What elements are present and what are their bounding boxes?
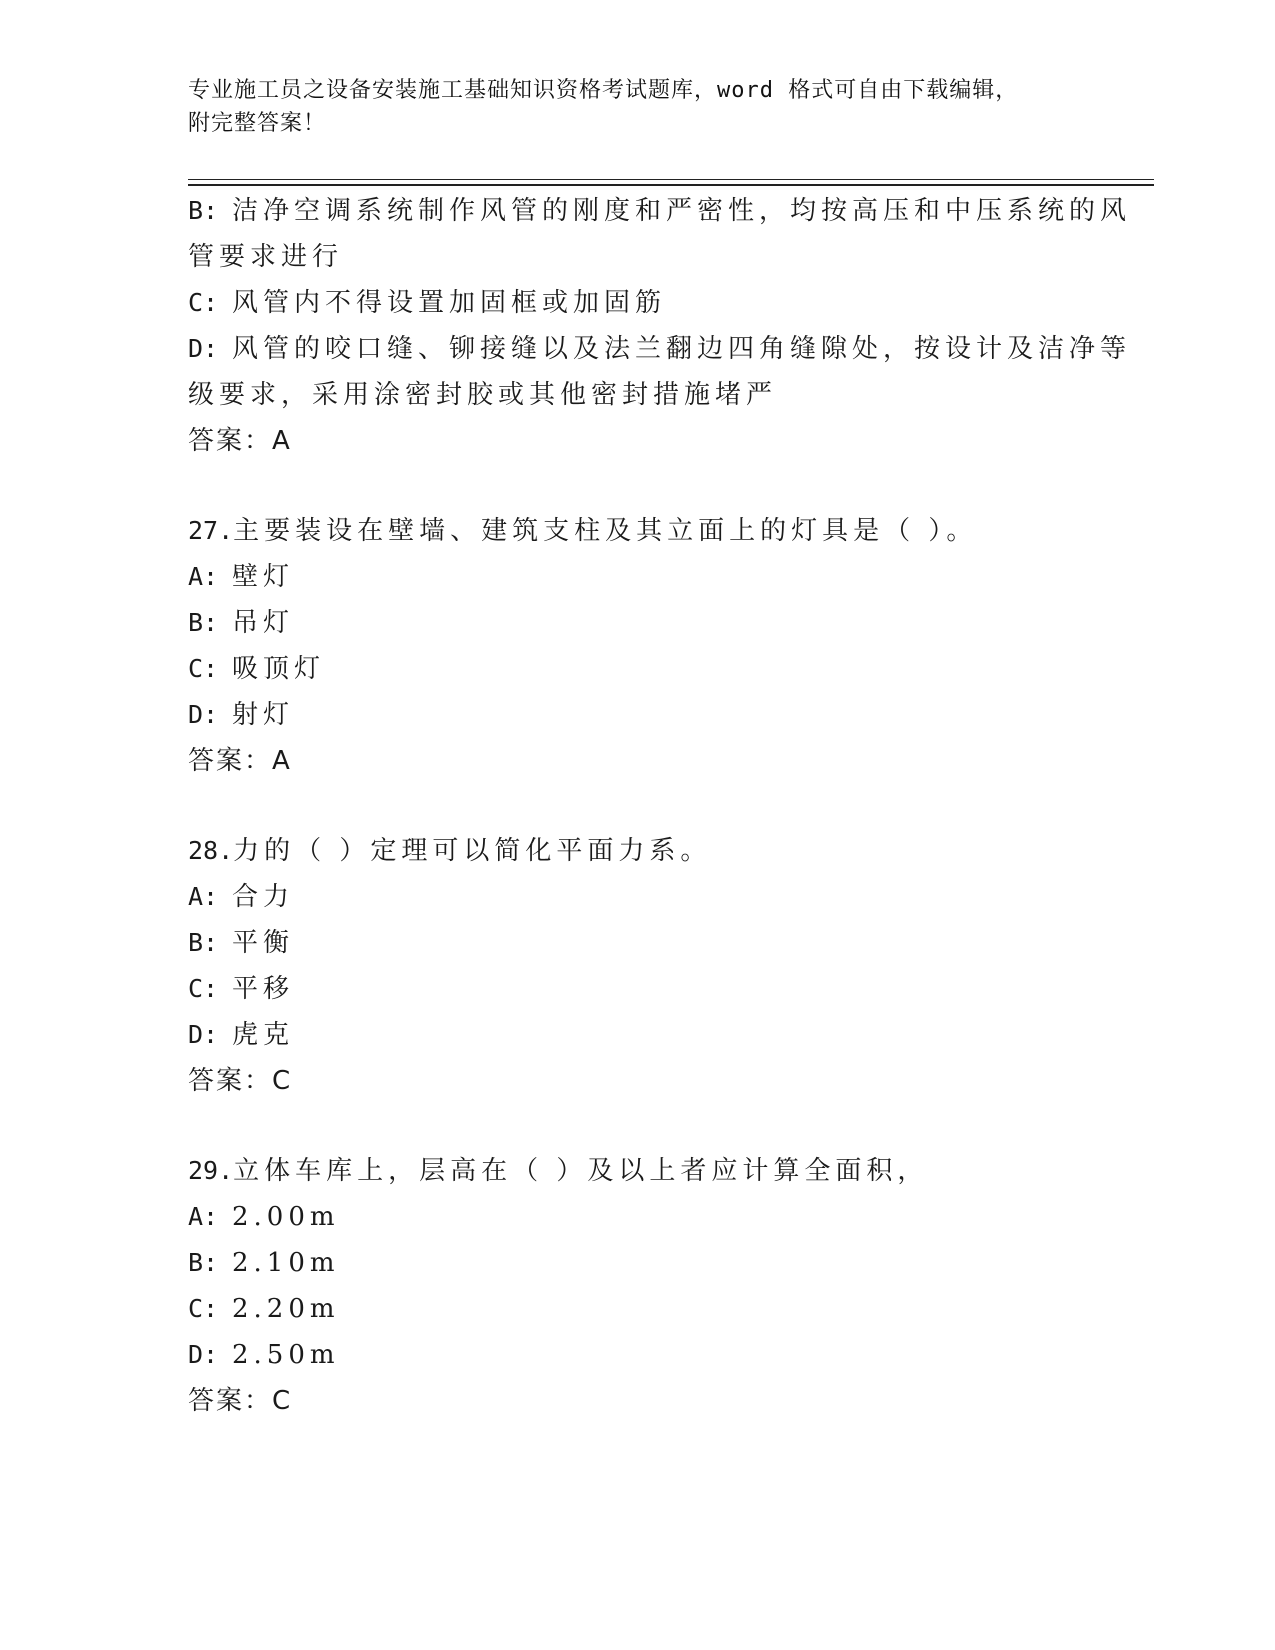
question-text: 主要装设在壁墙、建筑支柱及其立面上的灯具是（ ）。 [233, 516, 978, 546]
option-letter: D: [188, 700, 219, 729]
option-d [188, 1332, 1088, 1378]
question-block [188, 828, 1088, 1104]
option-text: 2.20m [232, 1294, 340, 1324]
question-text: 力的（ ）定理可以简化平面力系。 [233, 836, 712, 866]
option-letter: C: [188, 974, 219, 1003]
option-c [188, 280, 1088, 326]
option-letter: C: [188, 1294, 219, 1323]
option-letter: D: [188, 1020, 219, 1049]
option-letter: C: [188, 288, 219, 317]
header-line-1: 专业施工员之设备安装施工基础知识资格考试题库，word 格式可自由下载编辑， [188, 78, 1019, 103]
document-header [188, 74, 1068, 140]
spacer [188, 784, 1088, 828]
option-text: 2.10m [232, 1248, 340, 1278]
option-text: 壁灯 [232, 562, 295, 592]
option-letter: B: [188, 608, 219, 637]
option-d [188, 692, 1088, 738]
question-list [188, 188, 1132, 1424]
header-divider-thin [188, 179, 1154, 180]
option-d [188, 326, 1132, 372]
question-text: 立体车库上，层高在（ ）及以上者应计算全面积， [233, 1156, 929, 1186]
option-text: 2.50m [232, 1340, 340, 1370]
option-letter: C: [188, 654, 219, 683]
option-text: 虎克 [232, 1020, 295, 1050]
option-d [188, 1012, 1088, 1058]
question-block [188, 508, 1088, 784]
option-text: 合力 [232, 882, 295, 912]
option-letter: D: [188, 1340, 219, 1369]
option-b [188, 920, 1088, 966]
option-b [188, 188, 1132, 234]
option-text: 吸顶灯 [232, 654, 326, 684]
option-text: 洁净空调系统制作风管的刚度和严密性，均按高压和中压系统的风 [232, 196, 1132, 226]
option-letter: A: [188, 882, 219, 911]
option-text: 平衡 [232, 928, 295, 958]
question-stem [188, 508, 1088, 554]
option-c [188, 966, 1088, 1012]
question-stem [188, 828, 1088, 874]
spacer [188, 464, 1088, 508]
option-d-continued: 级要求，采用涂密封胶或其他密封措施堵严 [188, 380, 778, 410]
question-stem [188, 1148, 1088, 1194]
question-number: 28. [188, 836, 234, 865]
header-line-2: 附完整答案！ [188, 111, 327, 136]
answer-line: 答案：C [188, 1386, 293, 1416]
answer-line: 答案：C [188, 1066, 293, 1096]
option-b-continued: 管要求进行 [188, 242, 344, 272]
spacer [188, 1104, 1088, 1148]
question-number: 29. [188, 1156, 234, 1185]
option-a [188, 554, 1088, 600]
option-a [188, 874, 1088, 920]
question-number: 27. [188, 516, 234, 545]
answer-line: 答案：A [188, 746, 292, 776]
option-c [188, 1286, 1088, 1332]
prev-question-block [188, 188, 1132, 464]
option-text: 2.00m [232, 1202, 340, 1232]
option-text: 平移 [232, 974, 295, 1004]
option-letter: D: [188, 334, 219, 363]
option-letter: A: [188, 1202, 219, 1231]
option-c [188, 646, 1088, 692]
answer-line: 答案：A [188, 426, 292, 456]
header-divider-thick [188, 184, 1154, 186]
option-text: 射灯 [232, 700, 295, 730]
option-a [188, 1194, 1088, 1240]
question-block [188, 1148, 1088, 1424]
option-letter: A: [188, 562, 219, 591]
option-b [188, 1240, 1088, 1286]
option-letter: B: [188, 196, 219, 225]
option-b [188, 600, 1088, 646]
option-text: 风管内不得设置加固框或加固筋 [232, 288, 667, 318]
option-letter: B: [188, 928, 219, 957]
option-letter: B: [188, 1248, 219, 1277]
option-text: 风管的咬口缝、铆接缝以及法兰翻边四角缝隙处，按设计及洁净等 [232, 334, 1132, 364]
option-text: 吊灯 [232, 608, 295, 638]
